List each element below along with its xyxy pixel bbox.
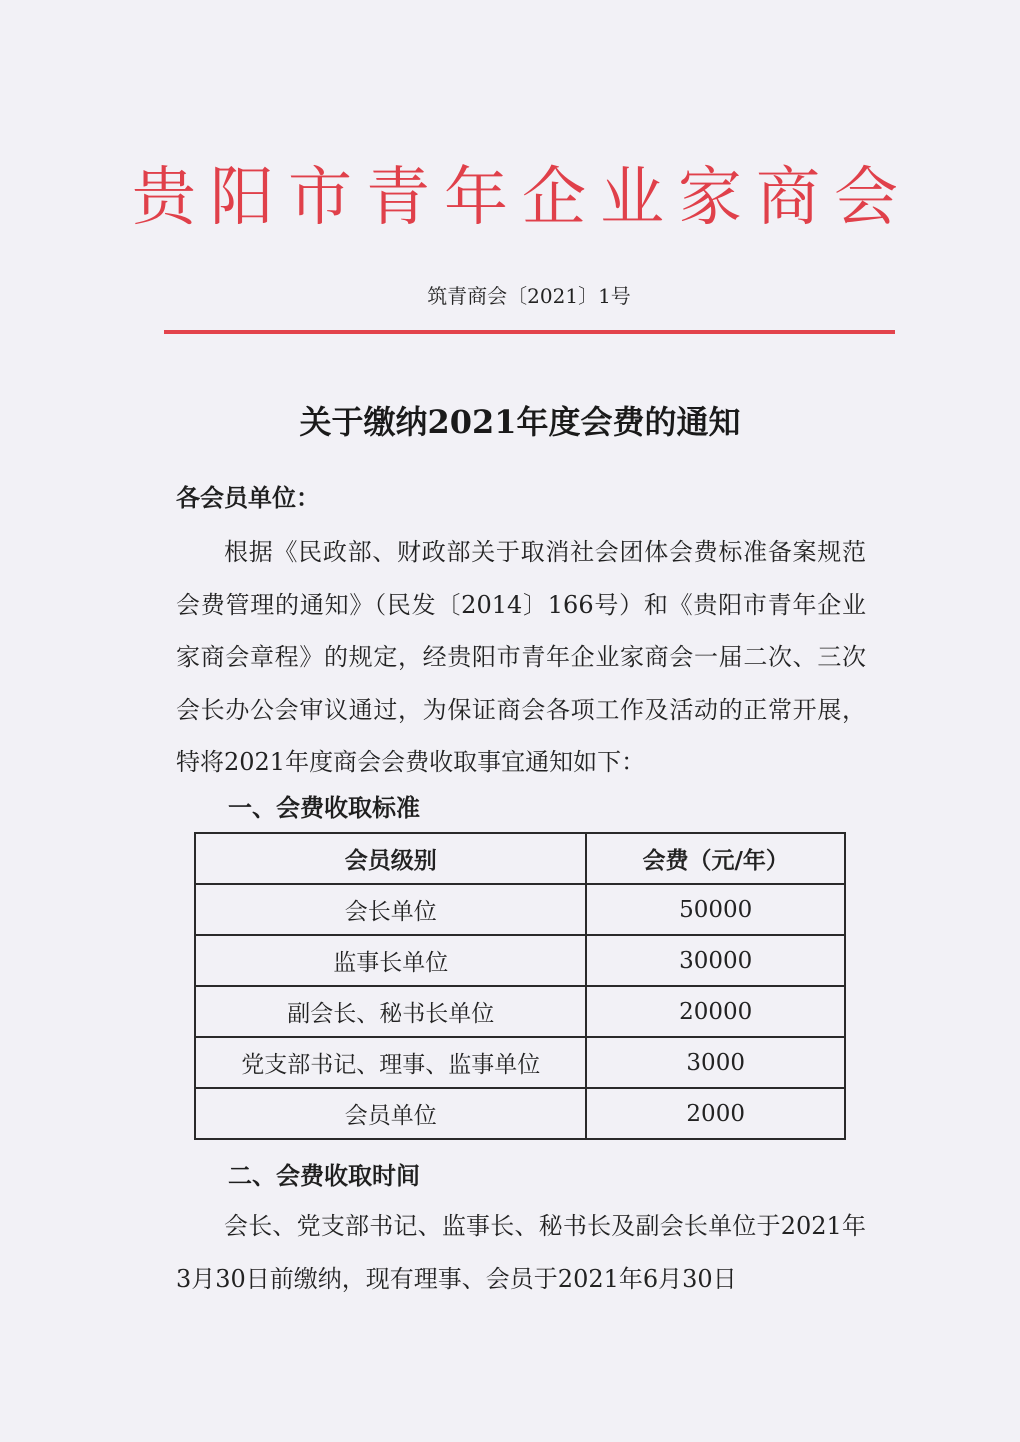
table-row — [195, 1037, 845, 1088]
fee-cell: 2000 — [586, 1088, 845, 1139]
table-row — [195, 986, 845, 1037]
member-level-cell: 监事长单位 — [195, 935, 586, 986]
table-row — [195, 935, 845, 986]
document-number: 筑青商会〔2021〕1号 — [427, 284, 631, 308]
section-heading-fee-standard: 一、会费收取标准 — [228, 793, 420, 822]
table-row — [195, 1088, 845, 1139]
organization-name: 贵阳市青年企业家商会 — [132, 161, 912, 235]
body-paragraph: 根据《民政部、财政部关于取消社会团体会费标准备案规范会费管理的通知》（民发〔2014〕166号）和《贵阳市青年企业家商会章程》的规定，经贵阳市青年企业家商会一届二次、三次会长办公会审议通过，为保证商会各项工作及活动的正常开展，特将2021年度商会会费收取事宜通知如下： — [176, 538, 866, 777]
body-paragraph: 会长、党支部书记、监事长、秘书长及副会长单位于2021年3月30日前缴纳，现有理事、会员于2021年6月30日 — [176, 1212, 866, 1293]
member-level-cell: 副会长、秘书长单位 — [195, 986, 586, 1037]
member-level-cell: 会员单位 — [195, 1088, 586, 1139]
document-title: 关于缴纳2021年度会费的通知 — [299, 403, 741, 441]
column-header-level: 会员级别 — [195, 833, 586, 884]
fee-table — [194, 832, 846, 1140]
fee-cell: 20000 — [586, 986, 845, 1037]
red-divider-line — [164, 330, 895, 334]
fee-cell: 30000 — [586, 935, 845, 986]
column-header-fee: 会费（元/年） — [586, 833, 845, 884]
member-level-cell: 会长单位 — [195, 884, 586, 935]
section-heading-fee-time: 二、会费收取时间 — [228, 1161, 420, 1190]
table-row — [195, 884, 845, 935]
salutation: 各会员单位： — [176, 483, 320, 512]
fee-cell: 50000 — [586, 884, 845, 935]
table-header-row — [195, 833, 845, 884]
member-level-cell: 党支部书记、理事、监事单位 — [195, 1037, 586, 1088]
fee-cell: 3000 — [586, 1037, 845, 1088]
